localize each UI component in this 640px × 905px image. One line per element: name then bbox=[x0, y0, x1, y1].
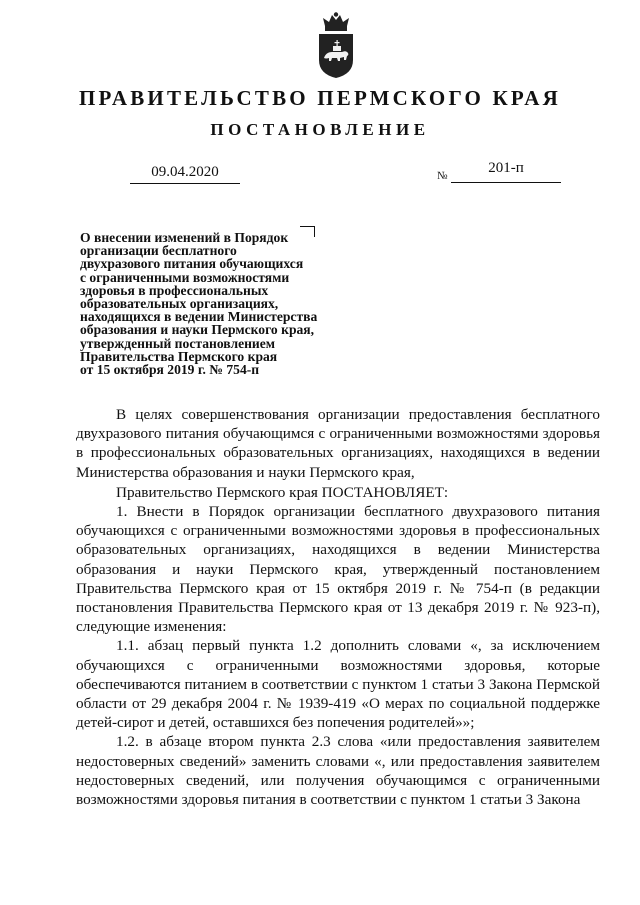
subject-line: находящихся в ведении Министерства bbox=[80, 309, 318, 325]
body-paragraph: 1. Внести в Порядок организации бесплатного двухразового питания обучающихся с ограниченными возможностями здоровья в профессиональных образовательных организациях, находящихся в ведении Министерства образования и науки Пермского края, утвержденный постановлением Правительства Пермского края от 15 октября 2019 г. № 754-п (в редакции постановления Правительства Пермского края от 13 декабря 2019 г. № 923-п), следующие изменения: bbox=[76, 503, 600, 636]
subject-line: организации бесплатного bbox=[80, 243, 237, 259]
subject-line: двухразового питания обучающихся bbox=[80, 256, 304, 272]
government-title: ПРАВИТЕЛЬСТВО ПЕРМСКОГО КРАЯ bbox=[78, 86, 561, 110]
body-paragraph: В целях совершенствования организации предоставления бесплатного двухразового питания обучающимся с ограниченными возможностями здоровья в профессиональных образовательных организациях, находящихся в ведении Министерства образования и науки Пермского края, bbox=[76, 406, 600, 481]
subject-line: Правительства Пермского края bbox=[80, 348, 278, 364]
subject-line: от 15 октября 2019 г. № 754-п bbox=[80, 362, 260, 378]
number-sign: № bbox=[437, 170, 448, 182]
subject-line: образовательных организациях, bbox=[80, 296, 279, 312]
perm-krai-coat-of-arms-icon bbox=[313, 12, 359, 80]
body-paragraph: 1.1. абзац первый пункта 1.2 дополнить словами «, за исключением обучающихся с ограниченными возможностями здоровья, которые обеспечиваются питанием в соответствии с пунктом 1 статьи 3 Закона Пермской области от 29 декабря 2004 г. № 1939-419 «О мерах по социальной поддержке детей-сирот и детей, оставшихся без попечения родителей»»; bbox=[76, 637, 600, 732]
document-type: ПОСТАНОВЛЕНИЕ bbox=[210, 120, 430, 139]
subject-line: здоровья в профессиональных bbox=[80, 282, 269, 298]
subject-line: образования и науки Пермского края, bbox=[80, 322, 315, 338]
subject-line: утвержденный постановлением bbox=[80, 335, 276, 351]
body-paragraph: 1.2. в абзаце втором пункта 2.3 слова «или предоставления заявителем недостоверных сведений» заменить словами «, или предоставления заявителем недостоверных сведений, или получения обучающимся с ограниченными возможностями здоровья питания в соответствии с пунктом 1 статьи 3 Закона bbox=[76, 733, 600, 809]
document-number: 201-п bbox=[451, 160, 561, 183]
body-paragraph: Правительство Пермского края ПОСТАНОВЛЯЕТ: bbox=[116, 483, 449, 501]
document-subject bbox=[80, 231, 380, 376]
document-date: 09.04.2020 bbox=[130, 164, 240, 184]
document-body bbox=[76, 405, 600, 809]
emblem bbox=[313, 12, 359, 80]
subject-line: с ограниченными возможностями bbox=[80, 269, 290, 285]
subject-line: О внесении изменений в Порядок bbox=[80, 230, 289, 245]
